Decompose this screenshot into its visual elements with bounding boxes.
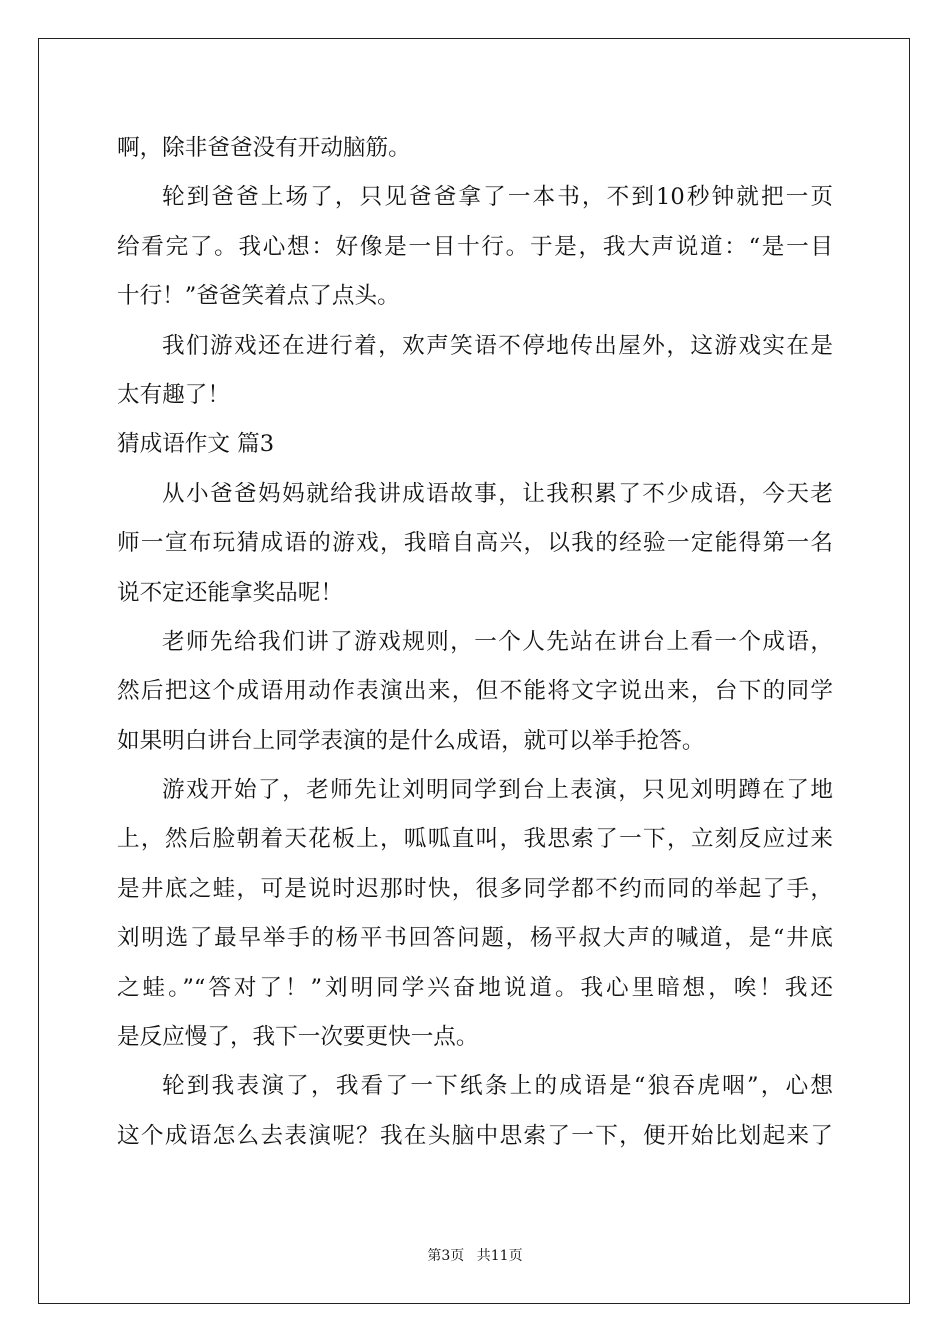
- text-line: 太有趣了！: [117, 381, 230, 408]
- page-total: 共11页: [476, 1248, 523, 1264]
- text-line: 上，然后脸朝着天花板上，呱呱直叫，我思索了一下，立刻反应过来: [117, 826, 833, 853]
- text-line: 是反应慢了，我下一次要更快一点。: [117, 1024, 479, 1051]
- text-line: 轮到我表演了，我看了一下纸条上的成语是“狼吞虎咽”，心想: [162, 1073, 833, 1100]
- text-line: 十行！”爸爸笑着点了点头。: [117, 283, 400, 310]
- text-line: 这个成语怎么去表演呢？我在头脑中思索了一下，便开始比划起来了: [117, 1122, 833, 1149]
- text-line: 之蛙。”“答对了！”刘明同学兴奋地说道。我心里暗想，唉！我还: [117, 974, 833, 1001]
- section-heading: 猜成语作文 篇3: [117, 431, 275, 458]
- text-line: 从小爸爸妈妈就给我讲成语故事，让我积累了不少成语，今天老: [162, 480, 833, 507]
- text-line: 老师先给我们讲了游戏规则，一个人先站在讲台上看一个成语，: [162, 628, 833, 655]
- text-line: 轮到爸爸上场了，只见爸爸拿了一本书，不到10秒钟就把一页: [162, 184, 833, 211]
- text-line: 啊，除非爸爸没有开动脑筋。: [117, 135, 411, 161]
- text-line: 我们游戏还在进行着，欢声笑语不停地传出屋外，这游戏实在是: [162, 332, 833, 359]
- page-footer: [0, 1245, 950, 1265]
- text-line: 是井底之蛙，可是说时迟那时快，很多同学都不约而同的举起了手，: [117, 875, 833, 902]
- text-line: 如果明白讲台上同学表演的是什么成语，就可以举手抢答。: [117, 727, 705, 754]
- text-line: 然后把这个成语用动作表演出来，但不能将文字说出来，台下的同学: [117, 678, 833, 705]
- text-line: 说不定还能拿奖品呢！: [117, 579, 343, 606]
- text-line: 师一宣布玩猜成语的游戏，我暗自高兴，以我的经验一定能得第一名: [117, 530, 833, 557]
- text-line: 刘明选了最早举手的杨平书回答问题，杨平叔大声的喊道，是“井底: [117, 925, 833, 952]
- text-line: 游戏开始了，老师先让刘明同学到台上表演，只见刘明蹲在了地: [162, 777, 833, 804]
- text-line: 给看完了。我心想：好像是一目十行。于是，我大声说道：“是一目: [117, 233, 833, 260]
- page-number: 第3页: [427, 1248, 465, 1264]
- document-body: [117, 124, 833, 1161]
